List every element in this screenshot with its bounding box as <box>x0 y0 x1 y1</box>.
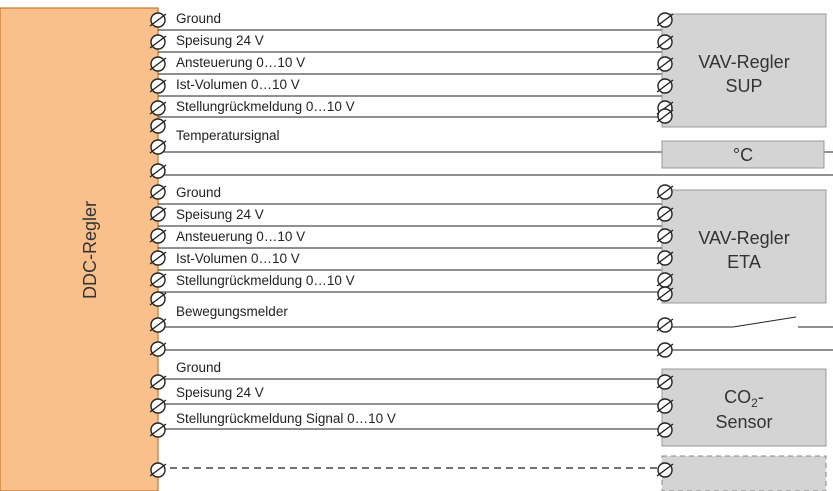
signal-label: Ist-Volumen 0…10 V <box>176 77 300 92</box>
terminal-screw-icon <box>657 273 673 287</box>
co2-label-sub: 2 <box>751 396 758 410</box>
vav-sup-device-label: VAV-Regler <box>698 52 790 72</box>
signal-label: Stellungrückmeldung 0…10 V <box>176 273 355 288</box>
signal-label: Ground <box>176 185 222 200</box>
co2-label-suffix: - <box>757 387 764 407</box>
terminal-screw-icon <box>657 399 673 413</box>
terminal-screw-icon <box>150 101 166 115</box>
signal-label: Ansteuerung 0…10 V <box>176 55 306 70</box>
terminal-screw-icon <box>150 207 166 221</box>
terminal-screw-icon <box>150 13 166 27</box>
terminal-screw-icon <box>150 119 166 133</box>
terminal-screw-icon <box>150 399 166 413</box>
terminal-screw-icon <box>150 57 166 71</box>
signal-label: Ansteuerung 0…10 V <box>176 229 306 244</box>
signal-label: Stellungrückmeldung Signal 0…10 V <box>176 411 396 426</box>
terminal-screw-icon <box>657 35 673 49</box>
co2-sensor-sublabel: Sensor <box>715 412 773 432</box>
terminal-screw-icon <box>657 229 673 243</box>
signal-label: Speisung 24 V <box>176 385 264 400</box>
terminal-screw-icon <box>657 185 673 199</box>
vav-sup-device-sublabel: SUP <box>725 76 763 96</box>
ddc-controller-label: DDC-Regler <box>80 200 100 300</box>
terminal-screw-icon <box>150 375 166 389</box>
terminal-screw-icon <box>657 251 673 265</box>
terminal-screw-icon <box>657 423 673 437</box>
terminal-screw-icon <box>657 318 673 332</box>
optional-device-box <box>662 456 826 491</box>
terminal-screw-icon <box>150 292 166 306</box>
terminal-screw-icon <box>657 287 673 301</box>
terminal-screw-icon <box>150 164 166 178</box>
terminal-screw-icon <box>150 273 166 287</box>
terminal-screw-icon <box>150 463 166 477</box>
temp-sensor-label: °C <box>732 145 754 165</box>
signal-label: Ist-Volumen 0…10 V <box>176 251 300 266</box>
motion-wires <box>158 317 833 350</box>
signal-label: Temperatursignal <box>176 128 280 143</box>
terminal-screw-icon <box>150 318 166 332</box>
terminal-screw-icon <box>150 35 166 49</box>
terminal-screw-icon <box>150 229 166 243</box>
terminal-screw-icon <box>657 343 673 357</box>
signal-label: Stellungrückmeldung 0…10 V <box>176 99 355 114</box>
terminal-screw-icon <box>657 57 673 71</box>
co2-sensor-box <box>662 369 826 446</box>
signal-label: Bewegungsmelder <box>176 304 288 319</box>
vav-eta-device-sublabel: ETA <box>727 252 761 272</box>
terminal-screw-icon <box>657 375 673 389</box>
terminal-screw-icon <box>657 13 673 27</box>
signal-label: Speisung 24 V <box>176 207 264 222</box>
co2-label-main: CO <box>724 387 752 407</box>
vav-eta-device-label: VAV-Regler <box>698 228 790 248</box>
terminal-screw-icon <box>150 140 166 154</box>
co2-sensor-label <box>724 387 764 410</box>
ddc-controller-block <box>0 8 158 491</box>
terminal-screw-icon <box>150 423 166 437</box>
signal-label: Speisung 24 V <box>176 33 264 48</box>
terminal-screw-icon <box>150 185 166 199</box>
terminal-screw-icon <box>657 109 673 123</box>
terminal-screw-icon <box>150 342 166 356</box>
terminal-screw-icon <box>150 79 166 93</box>
terminal-screw-icon <box>657 79 673 93</box>
terminal-screw-icon <box>150 251 166 265</box>
terminal-screw-icon <box>657 207 673 221</box>
signal-label: Ground <box>176 360 222 375</box>
signal-label: Ground <box>176 11 222 26</box>
terminal-screw-icon <box>657 463 673 477</box>
